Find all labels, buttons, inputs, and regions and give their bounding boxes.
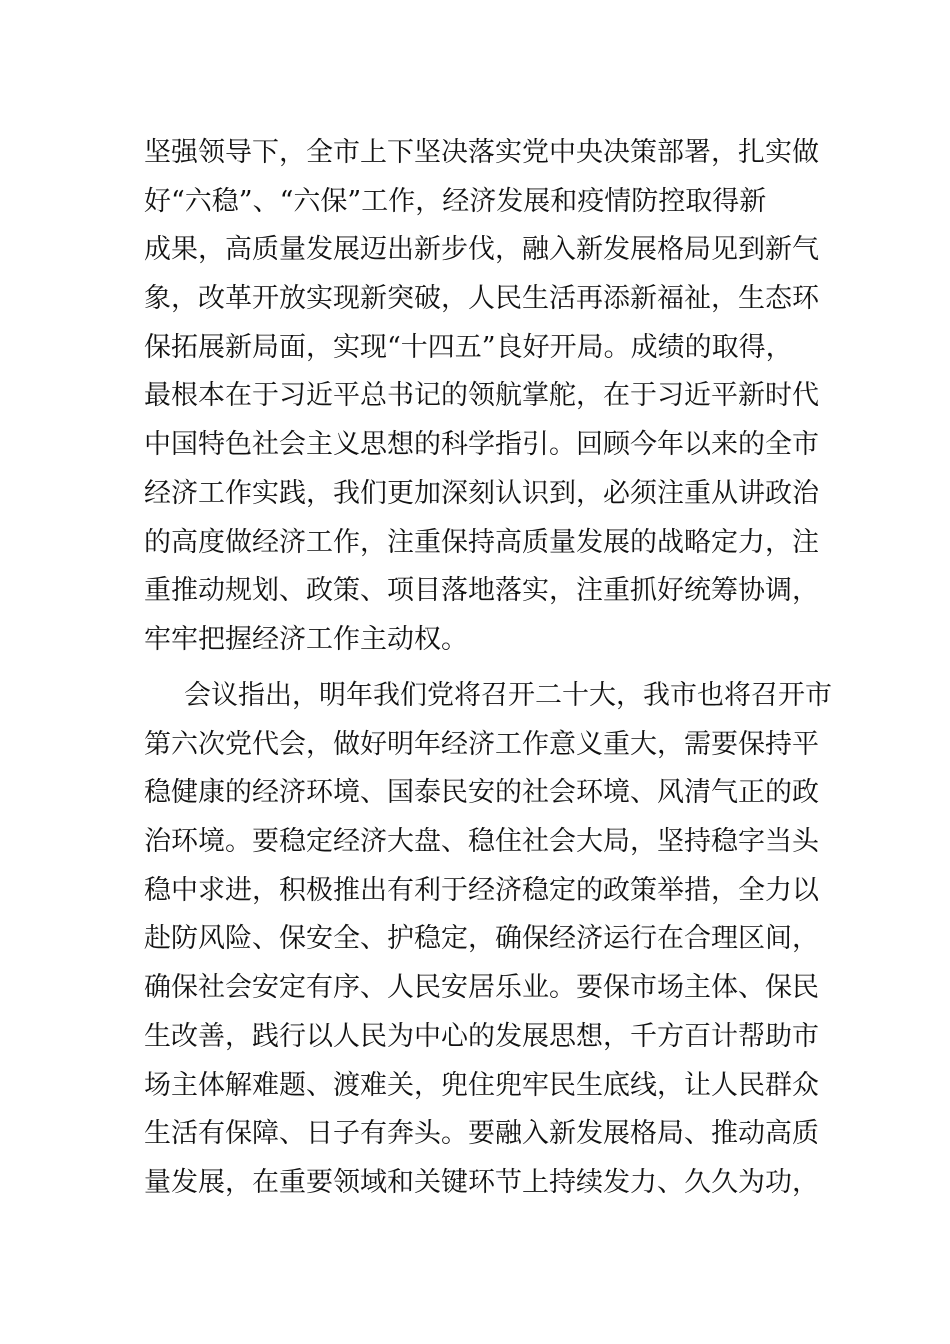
paragraph-1-line-8: 经济工作实践，我们更加深刻认识到，必须注重从讲政治: [144, 477, 819, 509]
paragraph-1: [144, 129, 834, 665]
paragraph-2-line-6: 赴防风险、保安全、护稳定，确保经济运行在合理区间，: [144, 923, 819, 955]
paragraph-1-line-3: 成果，高质量发展迈出新步伐，融入新发展格局见到新气: [144, 234, 819, 266]
paragraph-2-line-9: 场主体解难题、渡难关，兜住兜牢民生底线，让人民群众: [144, 1069, 819, 1101]
paragraph-1-line-9: 的高度做经济工作，注重保持高质量发展的战略定力，注: [144, 526, 819, 558]
paragraph-2-line-8: 生改善，践行以人民为中心的发展思想，千方百计帮助市: [144, 1020, 819, 1052]
paragraph-1-line-10: 重推动规划、政策、项目落地落实，注重抓好统筹协调，: [144, 575, 819, 607]
paragraph-1-line-1: 坚强领导下，全市上下坚决落实党中央决策部署，扎实做: [144, 137, 819, 168]
paragraph-2-line-10: 生活有保障、日子有奔头。要融入新发展格局、推动高质: [144, 1118, 819, 1150]
paragraph-2-line-3: 稳健康的经济环境、国泰民安的社会环境、风清气正的政: [144, 777, 819, 809]
paragraph-2-line-1: 会议指出，明年我们党将召开二十大，我市也将召开市: [184, 680, 832, 711]
paragraph-2-line-7: 确保社会安定有序、人民安居乐业。要保市场主体、保民: [144, 972, 819, 1004]
paragraph-1-line-2: 好“六稳”、“六保”工作，经济发展和疫情防控取得新: [144, 185, 767, 217]
paragraph-2-line-11: 量发展，在重要领域和关键环节上持续发力、久久为功，: [144, 1166, 819, 1198]
paragraph-1-line-11: 牢牢把握经济工作主动权。: [144, 623, 468, 655]
paragraph-2-line-5: 稳中求进，积极推出有利于经济稳定的政策举措，全力以: [144, 874, 819, 906]
paragraph-2-line-4: 治环境。要稳定经济大盘、稳住社会大局，坚持稳字当头: [144, 826, 819, 858]
paragraph-1-line-6: 最根本在于习近平总书记的领航掌舵，在于习近平新时代: [144, 380, 819, 412]
paragraph-1-line-7: 中国特色社会主义思想的科学指引。回顾今年以来的全市: [144, 429, 819, 461]
paragraph-1-line-5: 保拓展新局面，实现“十四五”良好开局。成绩的取得，: [144, 331, 793, 363]
paragraph-1-line-4: 象，改革开放实现新突破，人民生活再添新福祉，生态环: [144, 283, 819, 315]
paragraph-2-line-2: 第六次党代会，做好明年经济工作意义重大，需要保持平: [144, 728, 819, 760]
paragraph-2: [144, 672, 834, 1208]
